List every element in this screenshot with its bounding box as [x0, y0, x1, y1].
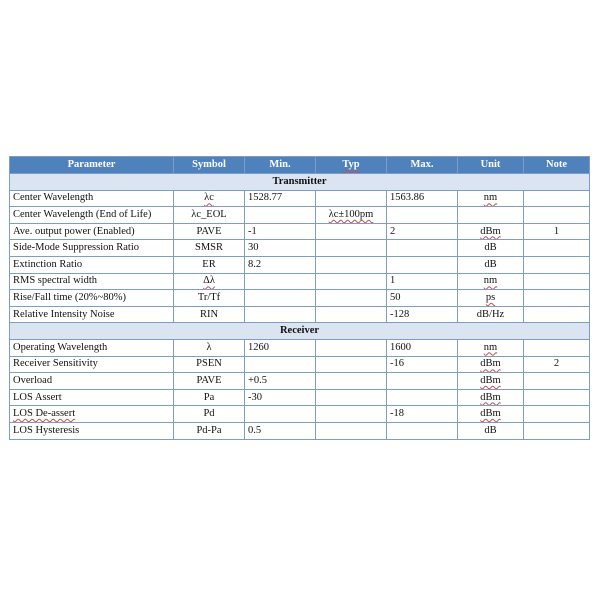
section-title-transmitter: Transmitter: [10, 174, 590, 191]
cell-symbol: PAVE: [174, 223, 245, 240]
header-parameter: Parameter: [10, 157, 174, 174]
cell-parameter: Ave. output power (Enabled): [10, 223, 174, 240]
table-row: [10, 240, 590, 257]
cell-symbol: Pd: [174, 406, 245, 423]
cell-typ: [316, 240, 387, 257]
cell-max: [387, 389, 458, 406]
table-row: [10, 373, 590, 390]
cell-note: [524, 240, 590, 257]
cell-unit: dB: [458, 422, 524, 439]
table-row: [10, 223, 590, 240]
cell-parameter: Operating Wavelength: [10, 339, 174, 356]
cell-symbol: Pd-Pa: [174, 422, 245, 439]
cell-typ: [316, 207, 387, 224]
cell-symbol: RIN: [174, 306, 245, 323]
cell-typ: [316, 223, 387, 240]
cell-min: 30: [245, 240, 316, 257]
cell-parameter: Relative Intensity Noise: [10, 306, 174, 323]
unit-text: dBm: [480, 408, 501, 420]
cell-min: +0.5: [245, 373, 316, 390]
table-row: [10, 422, 590, 439]
cell-typ: [316, 373, 387, 390]
cell-note: 1: [524, 223, 590, 240]
cell-unit: [458, 389, 524, 406]
unit-text: dBm: [480, 374, 501, 386]
table-row: [10, 207, 590, 224]
cell-unit: [458, 406, 524, 423]
cell-typ: [316, 389, 387, 406]
cell-min: 0.5: [245, 422, 316, 439]
cell-note: [524, 290, 590, 307]
cell-max: 50: [387, 290, 458, 307]
cell-min: [245, 207, 316, 224]
header-max: Max.: [387, 157, 458, 174]
cell-symbol: Pa: [174, 389, 245, 406]
unit-text: nm: [483, 341, 498, 353]
table-row: [10, 290, 590, 307]
cell-typ: [316, 306, 387, 323]
cell-symbol: ER: [174, 256, 245, 273]
cell-max: [387, 422, 458, 439]
cell-parameter: Extinction Ratio: [10, 256, 174, 273]
cell-max: 1600: [387, 339, 458, 356]
cell-parameter: Overload: [10, 373, 174, 390]
cell-unit: dB: [458, 256, 524, 273]
cell-typ: [316, 273, 387, 290]
header-unit: Unit: [458, 157, 524, 174]
cell-symbol: SMSR: [174, 240, 245, 257]
header-typ: [316, 157, 387, 174]
cell-typ: [316, 422, 387, 439]
header-symbol: Symbol: [174, 157, 245, 174]
cell-typ: [316, 356, 387, 373]
cell-min: [245, 406, 316, 423]
cell-note: [524, 373, 590, 390]
cell-symbol: [174, 273, 245, 290]
table-row: [10, 273, 590, 290]
header-typ-label: Typ: [342, 159, 360, 170]
symbol-text: λc: [204, 192, 214, 204]
cell-symbol: [174, 190, 245, 207]
header-min: Min.: [245, 157, 316, 174]
cell-typ: [316, 339, 387, 356]
cell-min: [245, 356, 316, 373]
cell-unit: dB: [458, 240, 524, 257]
cell-max: 1563.86: [387, 190, 458, 207]
cell-unit: [458, 339, 524, 356]
unit-text: ps: [485, 291, 496, 303]
spec-table: [9, 156, 590, 440]
cell-max: -128: [387, 306, 458, 323]
cell-min: 1528.77: [245, 190, 316, 207]
section-row-receiver: [10, 323, 590, 340]
cell-min: 8.2: [245, 256, 316, 273]
header-row: [10, 157, 590, 174]
cell-min: 1260: [245, 339, 316, 356]
cell-parameter: Receiver Sensitivity: [10, 356, 174, 373]
cell-note: 2: [524, 356, 590, 373]
cell-max: [387, 240, 458, 257]
cell-unit: [458, 190, 524, 207]
cell-min: [245, 290, 316, 307]
cell-min: -1: [245, 223, 316, 240]
cell-note: [524, 339, 590, 356]
cell-parameter: Center Wavelength: [10, 190, 174, 207]
cell-unit: dB/Hz: [458, 306, 524, 323]
cell-symbol: Tr/Tf: [174, 290, 245, 307]
cell-note: [524, 306, 590, 323]
cell-typ: [316, 256, 387, 273]
cell-note: [524, 256, 590, 273]
cell-max: 2: [387, 223, 458, 240]
table-row: [10, 356, 590, 373]
cell-parameter: Side-Mode Suppression Ratio: [10, 240, 174, 257]
cell-typ: [316, 406, 387, 423]
cell-parameter: LOS Hysteresis: [10, 422, 174, 439]
cell-unit: [458, 207, 524, 224]
typ-text: λc±100pm: [328, 208, 374, 220]
table-row: [10, 389, 590, 406]
cell-unit: [458, 356, 524, 373]
cell-min: [245, 273, 316, 290]
cell-symbol: PAVE: [174, 373, 245, 390]
cell-symbol: PSEN: [174, 356, 245, 373]
unit-text: dBm: [480, 225, 501, 237]
cell-note: [524, 273, 590, 290]
cell-unit: [458, 223, 524, 240]
unit-text: nm: [483, 275, 498, 287]
cell-note: [524, 406, 590, 423]
cell-unit: [458, 273, 524, 290]
cell-max: [387, 256, 458, 273]
unit-text: dBm: [480, 391, 501, 403]
cell-parameter: Rise/Fall time (20%~80%): [10, 290, 174, 307]
cell-max: -16: [387, 356, 458, 373]
table-row: [10, 406, 590, 423]
parameter-text: LOS De-assert: [13, 408, 76, 420]
cell-symbol: λ: [174, 339, 245, 356]
cell-parameter: Center Wavelength (End of Life): [10, 207, 174, 224]
cell-note: [524, 389, 590, 406]
cell-parameter: LOS Assert: [10, 389, 174, 406]
section-title-receiver: Receiver: [10, 323, 590, 340]
cell-max: [387, 207, 458, 224]
cell-max: [387, 373, 458, 390]
symbol-text: Δλ: [203, 275, 215, 287]
cell-typ: [316, 290, 387, 307]
cell-min: [245, 306, 316, 323]
cell-max: -18: [387, 406, 458, 423]
table-row: [10, 339, 590, 356]
cell-symbol: λc_EOL: [174, 207, 245, 224]
table-row: [10, 256, 590, 273]
cell-note: [524, 190, 590, 207]
header-note: Note: [524, 157, 590, 174]
section-row-transmitter: [10, 174, 590, 191]
table-row: [10, 306, 590, 323]
cell-parameter: RMS spectral width: [10, 273, 174, 290]
table-row: [10, 190, 590, 207]
cell-note: [524, 422, 590, 439]
cell-unit: [458, 373, 524, 390]
cell-min: -30: [245, 389, 316, 406]
cell-unit: [458, 290, 524, 307]
cell-parameter: [10, 406, 174, 423]
unit-text: nm: [483, 192, 498, 204]
cell-max: 1: [387, 273, 458, 290]
cell-note: [524, 207, 590, 224]
unit-text: dBm: [480, 358, 501, 370]
cell-typ: [316, 190, 387, 207]
